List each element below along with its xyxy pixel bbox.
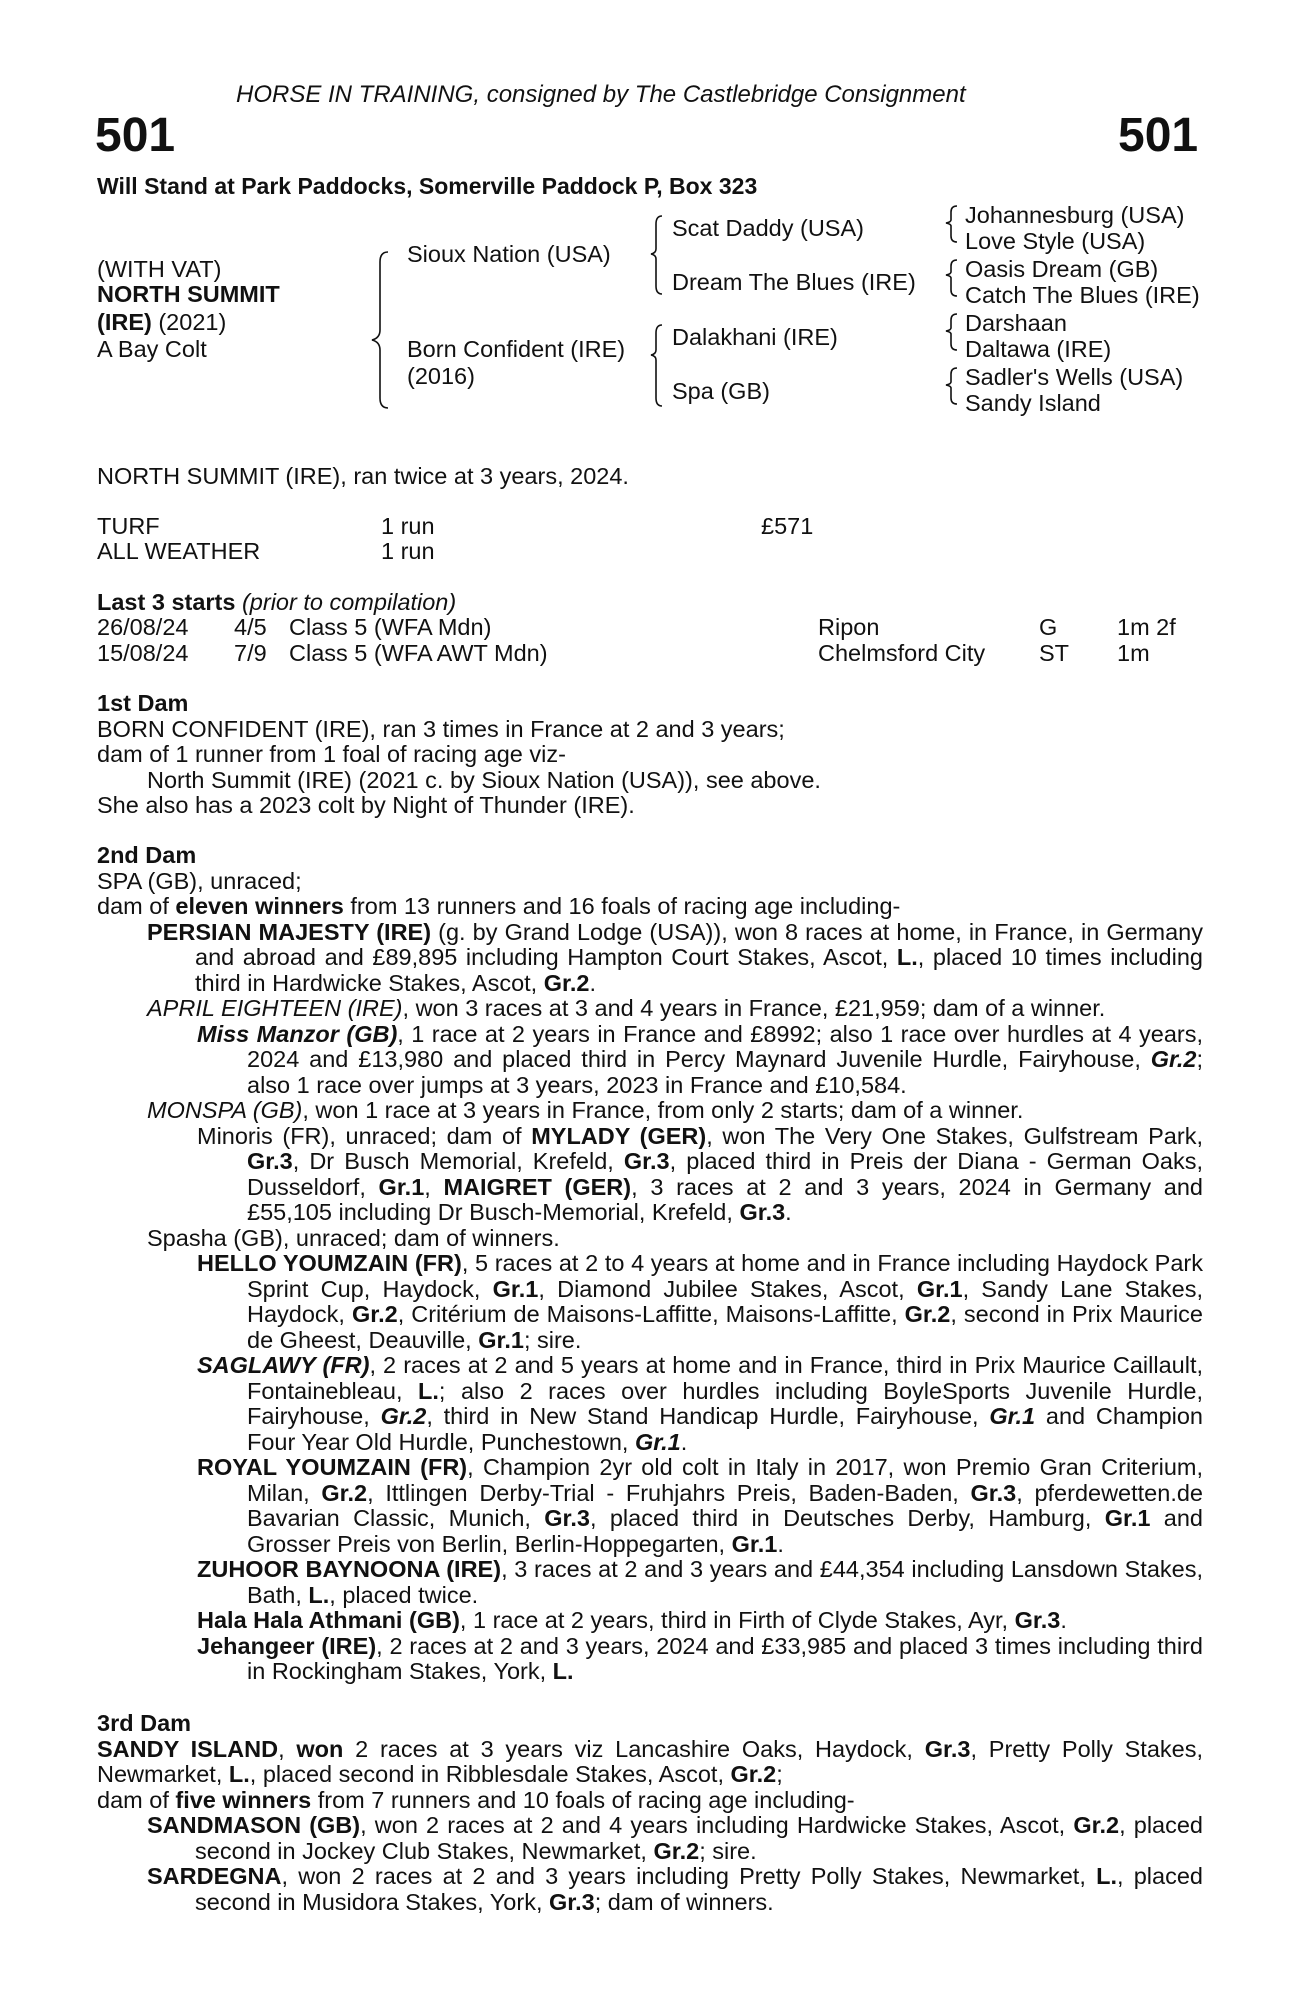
start-1-position: 4/5 (234, 614, 267, 640)
lot-number-left: 501 (95, 109, 176, 162)
third-dam-produce-line: dam of five winners from 7 runners and 10 foals of racing age including- (97, 1786, 855, 1813)
pedigree-sire-sire: Scat Daddy (USA) (672, 215, 864, 241)
first-dam-line-3: North Summit (IRE) (2021 c. by Sioux Nation (USA)), see above. (147, 766, 821, 793)
produce-saglawy: SAGLAWY (FR), 2 races at 2 and 5 years at home and in France, third in Prix Maurice Caillault, Fontainebleau, L.; also 2 races over hurdles including BoyleSports Juvenile Hurdle, Fairyhouse, Gr.2, third in New Stand Handicap Hurdle, Fairyhouse, Gr.1 and Champion Four Year Old Hurdle, Punchestown, Gr.1. (197, 1352, 1204, 1455)
start-2-distance: 1m (1117, 640, 1150, 666)
third-dam-sandy-island: SANDY ISLAND, won 2 races at 3 years viz Lancashire Oaks, Haydock, Gr.3, Pretty Polly Stakes, Newmarket, L., placed second in Ribblesdale Stakes, Ascot, Gr.2; (97, 1735, 1203, 1787)
start-1-going: G (1039, 614, 1058, 640)
pedigree-g8: Sandy Island (965, 390, 1101, 416)
produce-zuhoor-baynoona: ZUHOOR BAYNOONA (IRE), 3 races at 2 and 3 years and £44,354 including Lansdown Stakes, Bath, L., placed twice. (197, 1556, 1203, 1608)
lot-number-right: 501 (1118, 109, 1199, 162)
produce-royal-youmzain: ROYAL YOUMZAIN (FR), Champion 2yr old colt in Italy in 2017, won Premio Gran Criterium, Milan, Gr.2, Ittlingen Derby-Trial - Fruhjahrs Preis, Baden-Baden, Gr.3, pferdewetten.de Bavarian Classic, Munich, Gr.3, placed third in Deutsches Derby, Hamburg, Gr.1 and Grosser Preis von Berlin, Berlin-Hoppegarten, Gr.1. (197, 1454, 1203, 1557)
pedigree-g7: Sadler's Wells (USA) (965, 364, 1184, 390)
horse-description: A Bay Colt (97, 336, 207, 362)
start-2-course: Chelmsford City (818, 640, 986, 666)
pedigree-dam-dam: Spa (GB) (672, 378, 770, 404)
start-1-course: Ripon (818, 614, 880, 640)
produce-hello-youmzain: HELLO YOUMZAIN (FR), 5 races at 2 to 4 years at home and in France including Haydock Park Sprint Cup, Haydock, Gr.1, Diamond Jubilee Stakes, Ascot, Gr.1, Sandy Lane Stakes, Haydock, Gr.2, Critérium de Maisons-Laffitte, Maisons-Laffitte, Gr.2, second in Prix Maurice de Gheest, Deauville, Gr.1; sire. (197, 1250, 1203, 1353)
stable-location: Will Stand at Park Paddocks, Somerville Paddock P, Box 323 (97, 173, 758, 199)
start-2-race: Class 5 (WFA AWT Mdn) (289, 640, 548, 666)
start-1-date: 26/08/24 (97, 614, 189, 640)
produce-jehangeer: Jehangeer (IRE), 2 races at 2 and 3 years, 2024 and £33,985 and placed 3 times including third in Rockingham Stakes, York, L. (197, 1632, 1203, 1684)
second-dam-title: 2nd Dam (97, 842, 197, 868)
second-dam-line-2: dam of eleven winners from 13 runners and 16 foals of racing age including- (97, 893, 901, 919)
first-dam-line-2: dam of 1 runner from 1 foal of racing age viz- (97, 741, 566, 767)
consignment-header: HORSE IN TRAINING, consigned by The Castlebridge Consignment (236, 81, 966, 108)
produce-sardegna: SARDEGNA, won 2 races at 2 and 3 years including Pretty Polly Stakes, Newmarket, L., placed second in Musidora Stakes, York, Gr.3; dam of winners. (147, 1863, 1203, 1915)
vat-note: (WITH VAT) (97, 256, 222, 282)
horse-name: NORTH SUMMIT (97, 281, 280, 307)
second-dam-section (97, 843, 1203, 1685)
horse-year: (2021) (158, 309, 227, 335)
record-aw-surface: ALL WEATHER (97, 538, 261, 564)
third-dam-section (97, 1711, 1203, 1915)
record-turf-runs: 1 run (381, 513, 435, 539)
second-dam-line-1: SPA (GB), unraced; (97, 867, 302, 894)
start-2-position: 7/9 (234, 640, 267, 666)
pedigree-dam-year: (2016) (407, 363, 475, 389)
produce-monspa: MONSPA (GB), won 1 race at 3 years in France, from only 2 starts; dam of a winner. (147, 1097, 1024, 1123)
start-1-race: Class 5 (WFA Mdn) (289, 614, 492, 640)
produce-sandmason: SANDMASON (GB), won 2 races at 2 and 4 years including Hardwicke Stakes, Ascot, Gr.2, placed second in Jockey Club Stakes, Newmarket, Gr.2; sire. (147, 1812, 1203, 1864)
produce-miss-manzor: Miss Manzor (GB), 1 race at 2 years in France and £8992; also 1 race over hurdles at 4 years, 2024 and £13,980 and placed third in Percy Maynard Juvenile Hurdle, Fairyhouse, Gr.2; also 1 race over jumps at 3 years, 2023 in France and £10,584. (197, 1020, 1203, 1098)
record-turf-earnings: £571 (761, 513, 814, 539)
produce-spasha: Spasha (GB), unraced; dam of winners. (147, 1224, 560, 1251)
last-starts-heading (97, 590, 456, 616)
third-dam-title: 3rd Dam (97, 1710, 192, 1736)
record-turf-surface: TURF (97, 513, 160, 539)
last-starts-note: (prior to compilation) (241, 589, 457, 615)
produce-minoris: Minoris (FR), unraced; dam of MYLADY (GER), won The Very One Stakes, Gulfstream Park, Gr.3, Dr Busch Memorial, Krefeld, Gr.3, placed third in Preis der Diana - German Oaks, Dusseldorf, Gr.1, MAIGRET (GER), 3 races at 2 and 3 years, 2024 in Germany and £55,105 including Dr Busch-Memorial, Krefeld, Gr.3. (197, 1122, 1203, 1225)
produce-persian-majesty: PERSIAN MAJESTY (IRE) (g. by Grand Lodge (USA)), won 8 races at home, in France, in Germany and abroad and £89,895 including Hampton Court Stakes, Ascot, L., placed 10 times including third in Hardwicke Stakes, Ascot, Gr.2. (147, 918, 1203, 996)
pedigree-g4: Catch The Blues (IRE) (965, 282, 1200, 308)
start-2-date: 15/08/24 (97, 640, 189, 666)
record-aw-runs: 1 run (381, 538, 435, 564)
start-1-distance: 1m 2f (1117, 614, 1176, 640)
start-2-going: ST (1039, 640, 1070, 666)
horse-country: (IRE) (97, 309, 152, 335)
first-dam-line-4: She also has a 2023 colt by Night of Thunder (IRE). (97, 792, 635, 818)
pedigree-g6: Daltawa (IRE) (965, 336, 1112, 362)
pedigree-g2: Love Style (USA) (965, 228, 1146, 254)
pedigree-g5: Darshaan (965, 310, 1067, 336)
pedigree-g1: Johannesburg (USA) (965, 202, 1185, 228)
produce-april-eighteen: APRIL EIGHTEEN (IRE), won 3 races at 3 and 4 years in France, £21,959; dam of a winner. (147, 995, 1106, 1021)
first-dam-section (97, 691, 1203, 819)
pedigree-dam-sire: Dalakhani (IRE) (672, 324, 838, 350)
produce-hala-hala-athmani: Hala Hala Athmani (GB), 1 race at 2 years, third in Firth of Clyde Stakes, Ayr, Gr.3. (197, 1607, 1067, 1633)
pedigree-dam: Born Confident (IRE) (407, 336, 626, 362)
first-dam-title: 1st Dam (97, 690, 189, 716)
last-starts-title: Last 3 starts (97, 589, 236, 615)
pedigree-sire: Sioux Nation (USA) (407, 241, 611, 267)
first-dam-line-1: BORN CONFIDENT (IRE), ran 3 times in France at 2 and 3 years; (97, 715, 785, 742)
pedigree-sire-dam: Dream The Blues (IRE) (672, 269, 916, 295)
race-summary: NORTH SUMMIT (IRE), ran twice at 3 years, 2024. (97, 463, 629, 489)
pedigree-g3: Oasis Dream (GB) (965, 256, 1159, 282)
